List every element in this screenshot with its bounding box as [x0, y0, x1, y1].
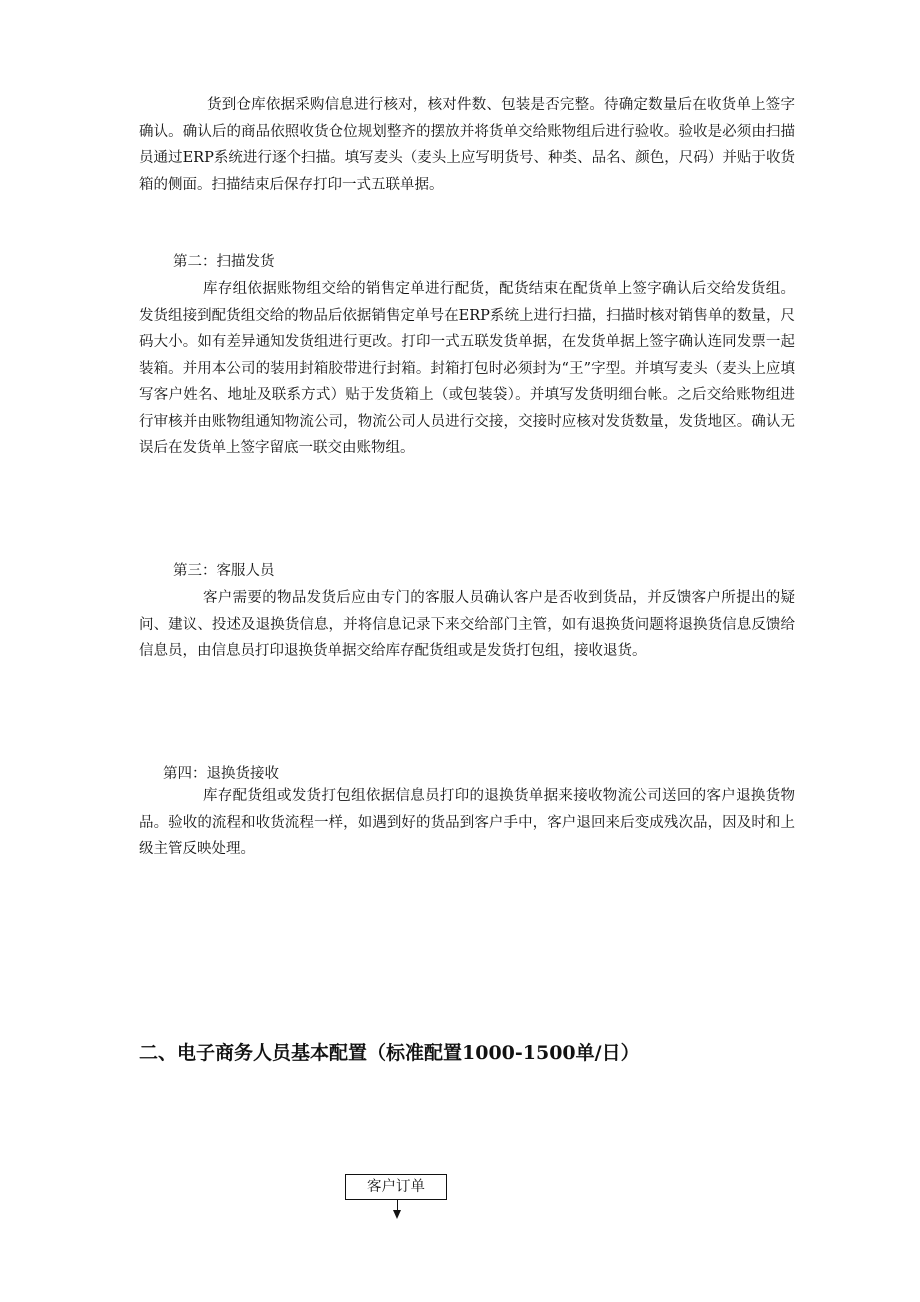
arrow-down-icon: [393, 1210, 401, 1219]
section-heading-returns: 第四：退换货接收: [163, 766, 279, 782]
scan-shipping-paragraph: 库存组依据账物组交给的销售定单进行配货，配货结束在配货单上签字确认后交给发货组。发货组接到配货组交给的物品后依据销售定单号在ERP系统上进行扫描，扫描时核对销售单的数量，尺码大小。如有差异通知发货组进行更改。打印一式五联发货单据，在发货单据上签字确认连同发票一起装箱。并用本公司的装用封箱胶带进行封箱。封箱打包时必须封为“王”字型。并填写麦头（麦头上应填写客户姓名、地址及联系方式）贴于发货箱上（或包装袋）。并填写发货明细台帐。之后交给账物组进行审核并由账物组通知物流公司，物流公司人员进行交接，交接时应核对发货数量，发货地区。确认无误后在发货单上签字留底一联交由账物组。: [139, 281, 795, 456]
section-heading-scan-shipping: 第二：扫描发货: [173, 254, 275, 270]
staffing-config-title: 二、电子商务人员基本配置（标准配置1000-1500单/日）: [139, 1042, 640, 1064]
flowchart-customer-order-box: 客户订单: [345, 1174, 447, 1200]
returns-paragraph: 库存配货组或发货打包组依据信息员打印的退换货单据来接收物流公司送回的客户退换货物品。验收的流程和收货流程一样，如遇到好的货品到客户手中，客户退回来后变成残次品，因及时和上级主管反映处理。: [139, 788, 795, 857]
section-heading-customer-service: 第三：客服人员: [173, 563, 275, 579]
receiving-paragraph: 货到仓库依据采购信息进行核对，核对件数、包装是否完整。待确定数量后在收货单上签字确认。确认后的商品依照收货仓位规划整齐的摆放并将货单交给账物组后进行验收。验收是必须由扫描员通过ERP系统进行逐个扫描。填写麦头（麦头上应写明货号、种类、品名、颜色，尺码）并贴于收货箱的侧面。扫描结束后保存打印一式五联单据。: [139, 97, 795, 193]
customer-service-paragraph: 客户需要的物品发货后应由专门的客服人员确认客户是否收到货品，并反馈客户所提出的疑问、建议、投述及退换货信息，并将信息记录下来交给部门主管，如有退换货问题将退换货信息反馈给信息员，由信息员打印退换货单据交给库存配货组或是发货打包组，接收退货。: [139, 590, 795, 659]
